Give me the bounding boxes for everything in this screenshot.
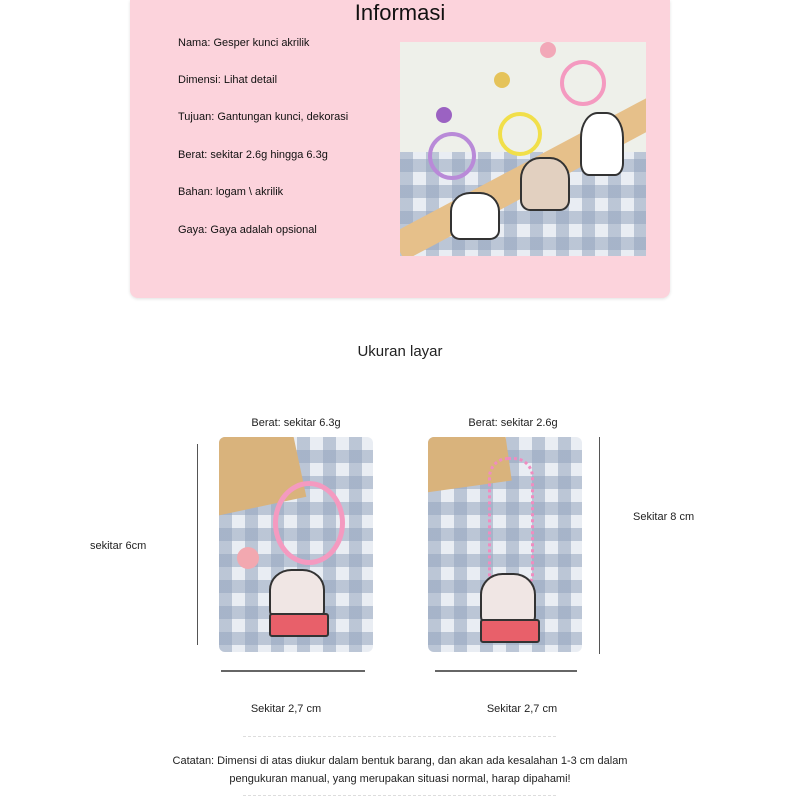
info-weight: Berat: sekitar 2.6g hingga 6.3g [178,149,328,161]
left-height-label: sekitar 6cm [90,540,147,552]
product-photo-keychains [400,42,646,256]
left-weight-label: Berat: sekitar 6.3g [251,417,341,429]
info-dimension: Dimensi: Lihat detail [178,74,278,86]
left-width-line [221,670,365,672]
product-photo-ring-version [219,437,373,652]
right-height-line [599,437,600,654]
info-title: Informasi [354,0,446,25]
info-material: Bahan: logam \ akrilik [178,186,284,198]
left-width-label: Sekitar 2,7 cm [250,703,322,715]
note-line-1: Catatan: Dimensi di atas diukur dalam bentuk barang, dan akan ada kesalahan 1-3 cm dalam [172,755,628,767]
right-width-line [435,670,577,672]
divider-top [243,736,556,737]
info-style: Gaya: Gaya adalah opsional [178,224,317,236]
info-purpose: Tujuan: Gantungan kunci, dekorasi [178,111,349,123]
product-photo-chain-version [428,437,582,652]
right-height-label: Sekitar 8 cm [633,511,695,523]
size-title: Ukuran layar [357,343,443,360]
info-name: Nama: Gesper kunci akrilik [178,37,310,49]
right-width-label: Sekitar 2,7 cm [486,703,558,715]
divider-bottom [243,795,556,796]
right-weight-label: Berat: sekitar 2.6g [468,417,558,429]
left-height-line [197,444,198,645]
note-line-2: pengukuran manual, yang merupakan situasi normal, harap dipahami! [229,773,571,785]
